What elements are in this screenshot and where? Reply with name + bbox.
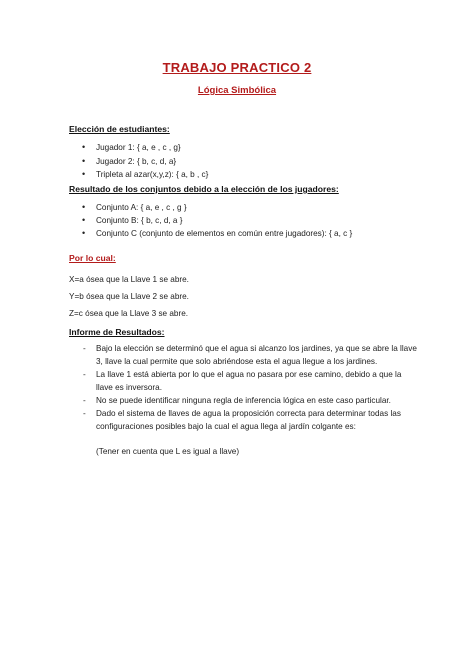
section-heading-informe: Informe de Resultados:	[69, 327, 165, 337]
list-item-text: Conjunto A: { a, e , c , g }	[96, 203, 187, 212]
list-item-text: Bajo la elección se determinó que el agua si alcanzo los jardines, ya que se abre la llave	[96, 344, 417, 353]
dash-marker: -	[83, 370, 86, 379]
list-item	[82, 228, 352, 238]
list-item	[82, 215, 182, 225]
list-item-continuation: configuraciones posibles bajo la cual el agua llega al jardín colgante es:	[96, 422, 356, 431]
dash-marker: -	[83, 344, 86, 353]
section-heading-eleccion: Elección de estudiantes:	[69, 124, 170, 134]
result-line: Z=c ósea que la Llave 3 se abre.	[69, 309, 189, 318]
dash-marker: -	[83, 396, 86, 405]
result-line: X=a ósea que la Llave 1 se abre.	[69, 275, 189, 284]
list-item	[83, 409, 401, 418]
list-item-continuation: llave es inversora.	[96, 383, 162, 392]
list-item	[83, 396, 391, 405]
list-item	[82, 169, 208, 179]
list-item-continuation: 3, llave la cual permite que solo abriéndose esta el agua llegue a los jardines.	[96, 357, 378, 366]
note-text: (Tener en cuenta que L es igual a llave)	[96, 447, 240, 456]
list-item-text: Conjunto B: { b, c, d, a }	[96, 216, 183, 225]
list-item-text: Jugador 2: { b, c, d, a}	[96, 157, 177, 166]
result-line: Y=b ósea que la Llave 2 se abre.	[69, 292, 189, 301]
list-item	[83, 344, 417, 353]
bullet-icon: •	[82, 142, 86, 152]
bullet-icon: •	[82, 215, 86, 225]
list-item	[82, 142, 181, 152]
list-item-text: Tripleta al azar(x,y,z): { a, b , c}	[96, 170, 209, 179]
bullet-icon: •	[82, 169, 86, 179]
section-heading-resultado: Resultado de los conjuntos debido a la elección de los jugadores:	[69, 184, 339, 194]
section-heading-por-lo-cual: Por lo cual:	[69, 253, 116, 263]
list-item-text: La llave 1 está abierta por lo que el agua no pasara por ese camino, debido a que la	[96, 370, 402, 379]
list-item-text: No se puede identificar ninguna regla de inferencia lógica en este caso particular.	[96, 396, 391, 405]
bullet-icon: •	[82, 156, 86, 166]
document-subtitle: Lógica Simbólica	[197, 85, 277, 96]
bullet-icon: •	[82, 202, 86, 212]
list-item-text: Conjunto C (conjunto de elementos en común entre jugadores): { a, c }	[96, 229, 353, 238]
dash-marker: -	[83, 409, 86, 418]
bullet-icon: •	[82, 228, 86, 238]
list-item-text: Dado el sistema de llaves de agua la proposición correcta para determinar todas las	[96, 409, 401, 418]
list-item	[83, 370, 401, 379]
list-item-text: Jugador 1: { a, e , c , g}	[96, 143, 181, 152]
document-title: TRABAJO PRACTICO 2	[162, 60, 312, 75]
list-item	[82, 202, 187, 212]
list-item	[82, 156, 176, 166]
